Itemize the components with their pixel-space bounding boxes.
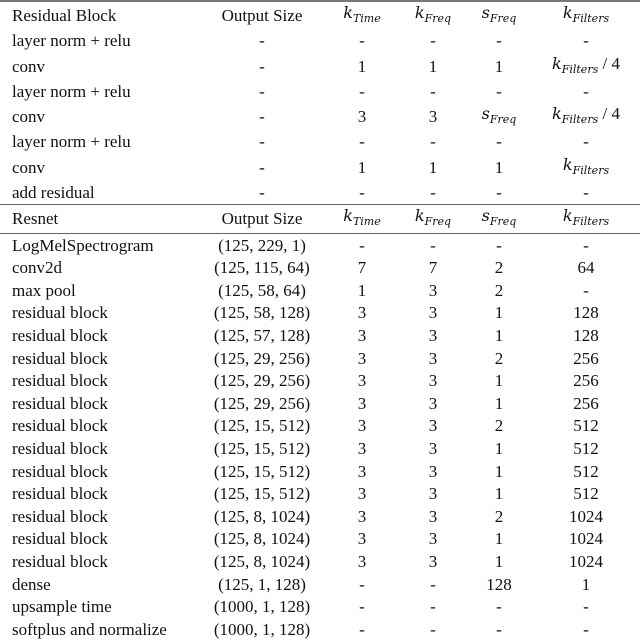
symbol-base: k [343,206,353,226]
cell-k-freq: - [400,234,466,257]
cell-output-size: (125, 8, 1024) [213,506,311,526]
table-row [0,528,640,551]
symbol-base: k [562,206,573,226]
table-row [0,325,640,348]
cell-layer: residual block [12,529,108,549]
architecture-table [0,2,640,641]
cell-k-filters: 256 [573,371,599,391]
cell-layer: residual block [12,371,108,391]
math-symbol [343,3,381,25]
header-layer: Resnet [0,205,200,234]
cell-output-size: (125, 57, 128) [213,326,311,346]
symbol-subscript: Filters [561,113,599,127]
cell-output-size: (125, 8, 1024) [213,529,311,549]
cell-layer: layer norm + relu [12,132,131,152]
header-s-freq [466,2,532,30]
table-row [0,30,640,53]
cell-s-freq [466,103,532,131]
math-symbol [343,206,381,229]
cell-k-freq: - [430,597,436,617]
symbol-base: k [343,3,353,22]
cell-k-time: 3 [357,439,367,459]
cell-output-size: - [259,183,265,203]
cell-s-freq: 1 [494,461,504,481]
cell-k-time: 3 [357,371,367,391]
cell-s-freq: 2 [494,280,504,300]
cell-k-time: 3 [357,326,367,346]
cell-k-time: - [359,597,365,617]
cell-output-size: (1000, 1, 128) [213,597,311,617]
symbol-subscript: Freq [424,12,452,25]
symbol-base: k [552,104,562,124]
cell-layer: residual block [12,303,108,323]
cell-layer: residual block [12,506,108,526]
cell-s-freq: - [496,183,502,203]
math-symbol [481,3,517,25]
header-output-size: Output Size [200,205,324,234]
table-row [0,53,640,81]
cell-s-freq: 2 [494,258,504,278]
cell-k-freq: - [430,81,436,101]
cell-k-freq: 7 [428,258,438,278]
symbol-suffix: / 4 [598,104,620,124]
math-symbol [552,104,599,127]
math-symbol [481,104,517,127]
symbol-subscript: Time [352,12,381,25]
table-row [0,618,640,641]
cell-output-size: - [259,81,265,101]
cell-output-size: (125, 29, 256) [213,393,311,413]
cell-k-filters: - [583,619,589,639]
cell-output-size: (125, 15, 512) [213,461,311,481]
cell-layer: LogMelSpectrogram [0,234,200,257]
cell-k-filters [532,103,640,131]
table-row [0,573,640,596]
table-row [0,438,640,461]
math-symbol [414,3,452,25]
cell-k-filters: 128 [573,326,599,346]
cell-k-time: 3 [357,107,367,127]
cell-k-time: - [359,574,365,594]
cell-s-freq: 1 [494,393,504,413]
math-symbol [481,206,517,229]
cell-k-filters: 512 [573,416,599,436]
cell-layer: residual block [12,326,108,346]
cell-s-freq: 1 [494,56,504,76]
cell-k-freq: 3 [428,506,438,526]
symbol-base: k [562,3,573,22]
cell-k-filters: - [583,183,589,203]
cell-k-filters: 64 [577,258,595,278]
header-k-time [324,2,400,30]
cell-k-freq: 3 [428,461,438,481]
symbol-subscript: Freq [489,12,517,25]
cell-output-size: (1000, 1, 128) [213,619,311,639]
cell-k-filters: - [583,31,589,51]
cell-layer: conv [12,107,46,127]
header-k-filters [532,205,640,234]
cell-k-filters: - [532,234,640,257]
cell-layer: conv [12,56,46,76]
cell-k-filters: - [583,280,589,300]
symbol-subscript: Filters [561,62,599,76]
cell-output-size: (125, 58, 128) [213,303,311,323]
header-s-freq [466,205,532,234]
cell-s-freq: - [496,597,502,617]
table-row [0,483,640,506]
cell-k-freq: 3 [428,416,438,436]
symbol-base: k [414,3,425,22]
cell-k-filters: 256 [573,348,599,368]
header-row [0,2,640,30]
cell-k-filters: 512 [573,484,599,504]
cell-k-time: - [359,31,365,51]
cell-output-size: (125, 8, 1024) [213,551,311,571]
cell-output-size: (125, 15, 512) [213,416,311,436]
cell-k-freq: - [430,619,436,639]
cell-k-time: 1 [357,56,367,76]
table-row [0,370,640,393]
symbol-subscript: Filters [572,163,610,177]
cell-k-filters: 1024 [569,506,603,526]
cell-k-freq: 3 [428,326,438,346]
cell-s-freq: 1 [494,326,504,346]
cell-s-freq: 1 [494,303,504,323]
cell-k-time: - [324,234,400,257]
cell-output-size: (125, 58, 64) [218,280,306,300]
cell-output-size: (125, 15, 512) [213,484,311,504]
cell-s-freq: - [496,81,502,101]
cell-k-time: 3 [357,348,367,368]
cell-output-size: - [259,31,265,51]
cell-s-freq: 2 [494,416,504,436]
cell-k-freq: 1 [428,56,438,76]
table-row [0,460,640,483]
cell-layer: layer norm + relu [12,31,131,51]
cell-s-freq: 128 [486,574,512,594]
cell-k-freq: 3 [428,529,438,549]
cell-k-freq: - [430,183,436,203]
cell-s-freq: - [496,132,502,152]
cell-k-freq: - [430,132,436,152]
table-row [0,131,640,154]
table-row [0,154,640,182]
cell-layer: residual block [12,551,108,571]
cell-k-filters: 1024 [569,529,603,549]
cell-layer: conv [12,157,46,177]
cell-k-freq: 3 [428,107,438,127]
cell-layer: max pool [12,280,76,300]
cell-output-size: - [259,157,265,177]
cell-s-freq: 1 [494,157,504,177]
cell-s-freq: - [496,31,502,51]
symbol-suffix: / 4 [598,53,620,73]
cell-layer: residual block [12,393,108,413]
math-symbol [414,206,452,229]
cell-k-time: 3 [357,461,367,481]
symbol-base: k [414,206,425,226]
header-output-size: Output Size [221,6,303,25]
table-row [0,257,640,280]
cell-k-filters: 128 [573,303,599,323]
math-symbol [562,3,610,25]
cell-k-freq: 3 [428,484,438,504]
math-symbol [552,53,599,76]
cell-layer: conv2d [12,258,63,278]
cell-s-freq: 1 [494,484,504,504]
symbol-subscript: Filters [572,215,610,229]
symbol-base: k [562,154,573,174]
cell-k-time: - [359,132,365,152]
header-layer: Residual Block [12,6,117,25]
table-row [0,347,640,370]
cell-layer: residual block [12,348,108,368]
cell-output-size: (125, 115, 64) [214,258,310,278]
cell-k-freq: 3 [428,348,438,368]
symbol-subscript: Freq [489,215,517,229]
cell-k-time: 1 [357,280,367,300]
cell-k-time: 1 [357,157,367,177]
symbol-base: s [481,3,490,22]
cell-s-freq: 1 [494,529,504,549]
cell-layer: residual block [12,439,108,459]
cell-s-freq: 2 [494,348,504,368]
cell-k-freq: - [430,31,436,51]
cell-k-filters: 1 [581,574,591,594]
header-row [0,205,640,234]
cell-k-time: 3 [357,484,367,504]
cell-s-freq: 1 [494,551,504,571]
cell-k-time: 3 [357,416,367,436]
cell-k-filters: - [583,597,589,617]
table-row [0,393,640,416]
cell-output-size: - [259,132,265,152]
cell-k-filters: 1024 [569,551,603,571]
table-row [0,551,640,574]
cell-k-filters: - [583,132,589,152]
table-row [0,506,640,529]
math-symbol [562,154,610,177]
cell-s-freq: 1 [494,439,504,459]
symbol-subscript: Time [352,215,381,229]
cell-k-filters: 512 [573,461,599,481]
cell-output-size: - [259,56,265,76]
cell-layer: dense [12,574,51,594]
cell-output-size: - [259,107,265,127]
header-k-filters [532,2,640,30]
table-row [0,234,640,257]
table-row [0,182,640,205]
cell-layer: residual block [12,484,108,504]
cell-k-time: 3 [357,529,367,549]
symbol-subscript: Freq [424,215,452,229]
table-row [0,81,640,104]
cell-k-time: 3 [357,303,367,323]
cell-k-freq: 3 [428,439,438,459]
cell-s-freq: - [466,234,532,257]
cell-layer: add residual [12,183,95,203]
cell-layer: residual block [12,416,108,436]
cell-k-filters: - [583,81,589,101]
math-symbol [562,206,610,229]
cell-output-size: (125, 229, 1) [200,234,324,257]
cell-k-time: - [359,619,365,639]
cell-k-freq: 3 [428,551,438,571]
header-k-freq [400,205,466,234]
table-row [0,415,640,438]
cell-k-freq: - [430,574,436,594]
table-row [0,280,640,303]
cell-k-time: 3 [357,393,367,413]
table-row [0,596,640,619]
symbol-base: s [481,104,490,124]
cell-k-freq: 3 [428,303,438,323]
symbol-base: s [481,206,490,226]
cell-s-freq: 2 [494,506,504,526]
cell-output-size: (125, 29, 256) [213,348,311,368]
header-k-freq [400,2,466,30]
cell-k-freq: 3 [428,280,438,300]
cell-s-freq: - [496,619,502,639]
cell-output-size: (125, 1, 128) [218,574,306,594]
cell-k-freq: 1 [428,157,438,177]
cell-k-filters: 512 [573,439,599,459]
cell-output-size: (125, 15, 512) [213,439,311,459]
cell-layer: upsample time [12,597,112,617]
cell-k-time: 3 [357,551,367,571]
cell-k-freq: 3 [428,371,438,391]
cell-layer: softplus and normalize [12,619,167,639]
table-row [0,103,640,131]
cell-layer: residual block [12,461,108,481]
header-k-time [324,205,400,234]
cell-k-filters [532,154,640,182]
table-row [0,302,640,325]
cell-k-time: 3 [357,506,367,526]
cell-layer: layer norm + relu [12,81,131,101]
symbol-subscript: Freq [489,113,517,127]
symbol-subscript: Filters [572,12,610,25]
cell-k-time: - [359,183,365,203]
cell-k-filters: 256 [573,393,599,413]
cell-output-size: (125, 29, 256) [213,371,311,391]
cell-k-filters [532,53,640,81]
symbol-base: k [552,53,562,73]
cell-k-freq: 3 [428,393,438,413]
cell-k-time: 7 [357,258,367,278]
cell-s-freq: 1 [494,371,504,391]
cell-k-time: - [359,81,365,101]
